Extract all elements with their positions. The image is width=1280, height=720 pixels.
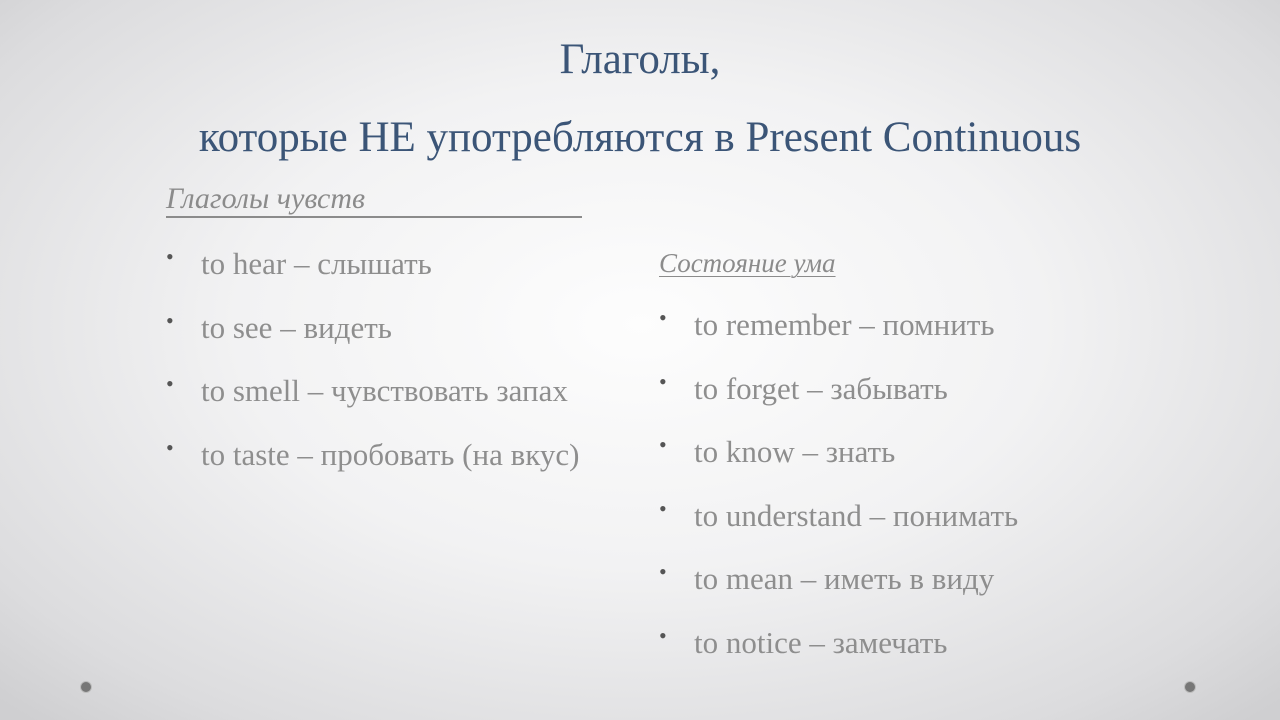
list-item-text: to know – знать [694, 434, 896, 469]
slide-title-line-1: Глаголы, [559, 36, 721, 83]
list-item-text: to see – видеть [201, 309, 392, 345]
bullet-icon: • [659, 622, 667, 648]
bullet-icon: • [659, 432, 667, 457]
decorative-dot-icon [1185, 682, 1195, 692]
list-item-text: to notice – замечать [694, 624, 948, 660]
bullet-icon: • [659, 368, 667, 394]
list-item-text: to understand – понимать [694, 497, 1019, 533]
bullet-icon: • [166, 307, 174, 333]
list-item-text: to remember – помнить [694, 307, 995, 342]
list-item-text: to mean – иметь в виду [694, 561, 995, 596]
bullet-icon: • [166, 244, 174, 269]
senses-verbs-heading: Глаголы чувств [166, 184, 582, 218]
list-item-text: to hear – слышать [201, 246, 432, 281]
bullet-icon: • [659, 559, 667, 584]
slide-title-line-2: которые НЕ употребляются в Present Continuous [198, 114, 1082, 161]
list-item-text: to forget – забывать [694, 370, 948, 406]
bullet-icon: • [166, 371, 174, 396]
bullet-icon: • [659, 495, 667, 521]
decorative-dot-icon [81, 682, 91, 692]
list-item-text: to taste – пробовать (на вкус) [201, 436, 580, 472]
state-of-mind-heading: Состояние ума [659, 248, 836, 278]
bullet-icon: • [166, 434, 174, 460]
bullet-icon: • [659, 305, 667, 330]
list-item-text: to smell – чувствовать запах [201, 373, 568, 408]
